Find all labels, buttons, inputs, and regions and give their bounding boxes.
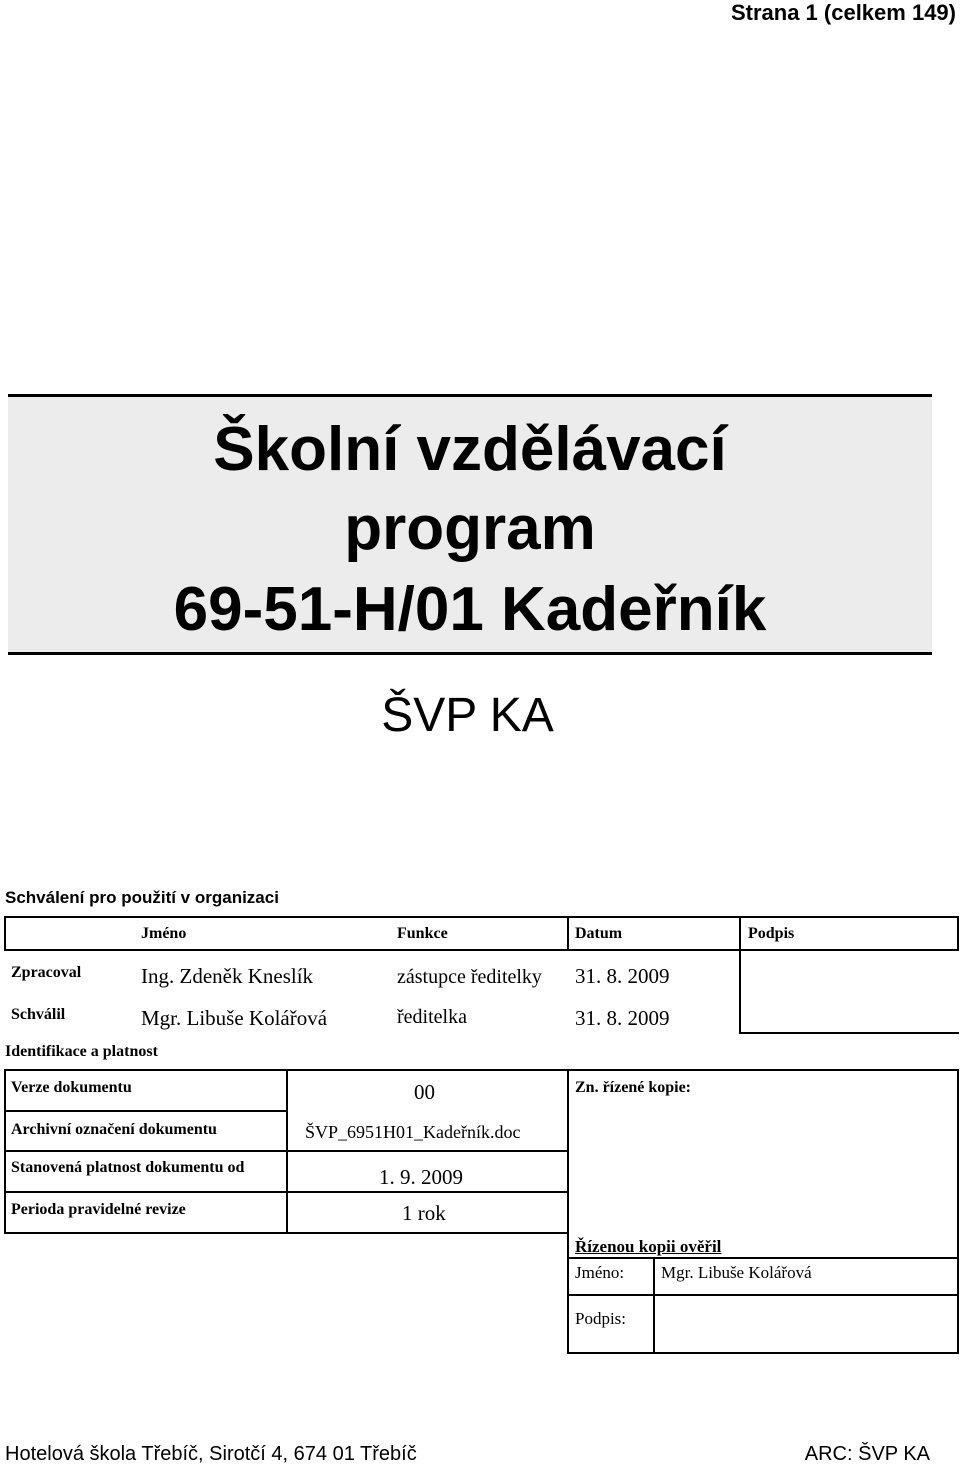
column-header-name: Jméno xyxy=(141,925,187,942)
validity-value: 1. 9. 2009 xyxy=(379,1165,463,1189)
table-line xyxy=(957,916,959,950)
table-line xyxy=(739,916,741,950)
table-line xyxy=(567,916,569,950)
revision-value: 1 rok xyxy=(402,1201,446,1225)
approved-date: 31. 8. 2009 xyxy=(575,1006,670,1030)
row-label-approved: Schválil xyxy=(11,1006,66,1023)
table-line xyxy=(653,1257,655,1353)
archive-label: Archivní označení dokumentu xyxy=(11,1121,217,1138)
title-box xyxy=(8,394,932,655)
title-line-2: program xyxy=(344,494,596,563)
identification-heading: Identifikace a platnost xyxy=(5,1043,158,1060)
verification-heading: Řízenou kopii ověřil xyxy=(575,1237,722,1256)
version-label: Verze dokumentu xyxy=(11,1079,132,1096)
controlled-copies-label: Zn. řízené kopie: xyxy=(575,1079,691,1096)
table-line xyxy=(4,1191,569,1193)
table-line xyxy=(567,1069,569,1354)
verification-name-value: Mgr. Libuše Kolářová xyxy=(661,1263,812,1282)
table-line xyxy=(739,1032,959,1034)
table-line xyxy=(4,916,959,918)
approval-heading: Schválení pro použití v organizaci xyxy=(5,888,279,907)
table-line xyxy=(739,950,741,1032)
prepared-date: 31. 8. 2009 xyxy=(575,964,670,988)
table-line xyxy=(957,1069,959,1354)
table-line xyxy=(4,1150,569,1152)
verification-name-label: Jméno: xyxy=(575,1263,625,1282)
table-line xyxy=(4,1110,287,1112)
footer-archive-code: ARC: ŠVP KA xyxy=(804,1443,930,1465)
approved-by-function: ředitelka xyxy=(397,1006,467,1028)
table-line xyxy=(4,1069,959,1071)
column-header-signature: Podpis xyxy=(748,925,795,942)
verification-signature-label: Podpis: xyxy=(575,1309,627,1328)
validity-label: Stanovená platnost dokumentu od xyxy=(11,1159,245,1176)
row-label-prepared: Zpracoval xyxy=(11,964,82,981)
document-subtitle: ŠVP KA xyxy=(381,689,554,742)
table-line xyxy=(567,1294,959,1296)
version-value: 00 xyxy=(414,1080,435,1104)
archive-value: ŠVP_6951H01_Kadeřník.doc xyxy=(305,1122,521,1142)
title-line-1: Školní vzdělávací xyxy=(213,415,727,484)
table-line xyxy=(567,1352,959,1354)
table-line xyxy=(4,916,6,950)
footer-address: Hotelová škola Třebíč, Sirotčí 4, 674 01 Třebíč xyxy=(5,1443,417,1465)
column-header-date: Datum xyxy=(575,925,623,942)
prepared-by-function: zástupce ředitelky xyxy=(397,966,542,988)
revision-label: Perioda pravidelné revize xyxy=(11,1201,186,1218)
title-line-3: 69-51-H/01 Kadeřník xyxy=(173,575,767,644)
approved-by-name: Mgr. Libuše Kolářová xyxy=(141,1006,328,1030)
table-line xyxy=(567,1257,959,1259)
column-header-function: Funkce xyxy=(397,925,448,942)
prepared-by-name: Ing. Zdeněk Kneslík xyxy=(141,964,314,988)
table-line xyxy=(4,949,959,951)
page-number: Strana 1 (celkem 149) xyxy=(730,0,956,25)
